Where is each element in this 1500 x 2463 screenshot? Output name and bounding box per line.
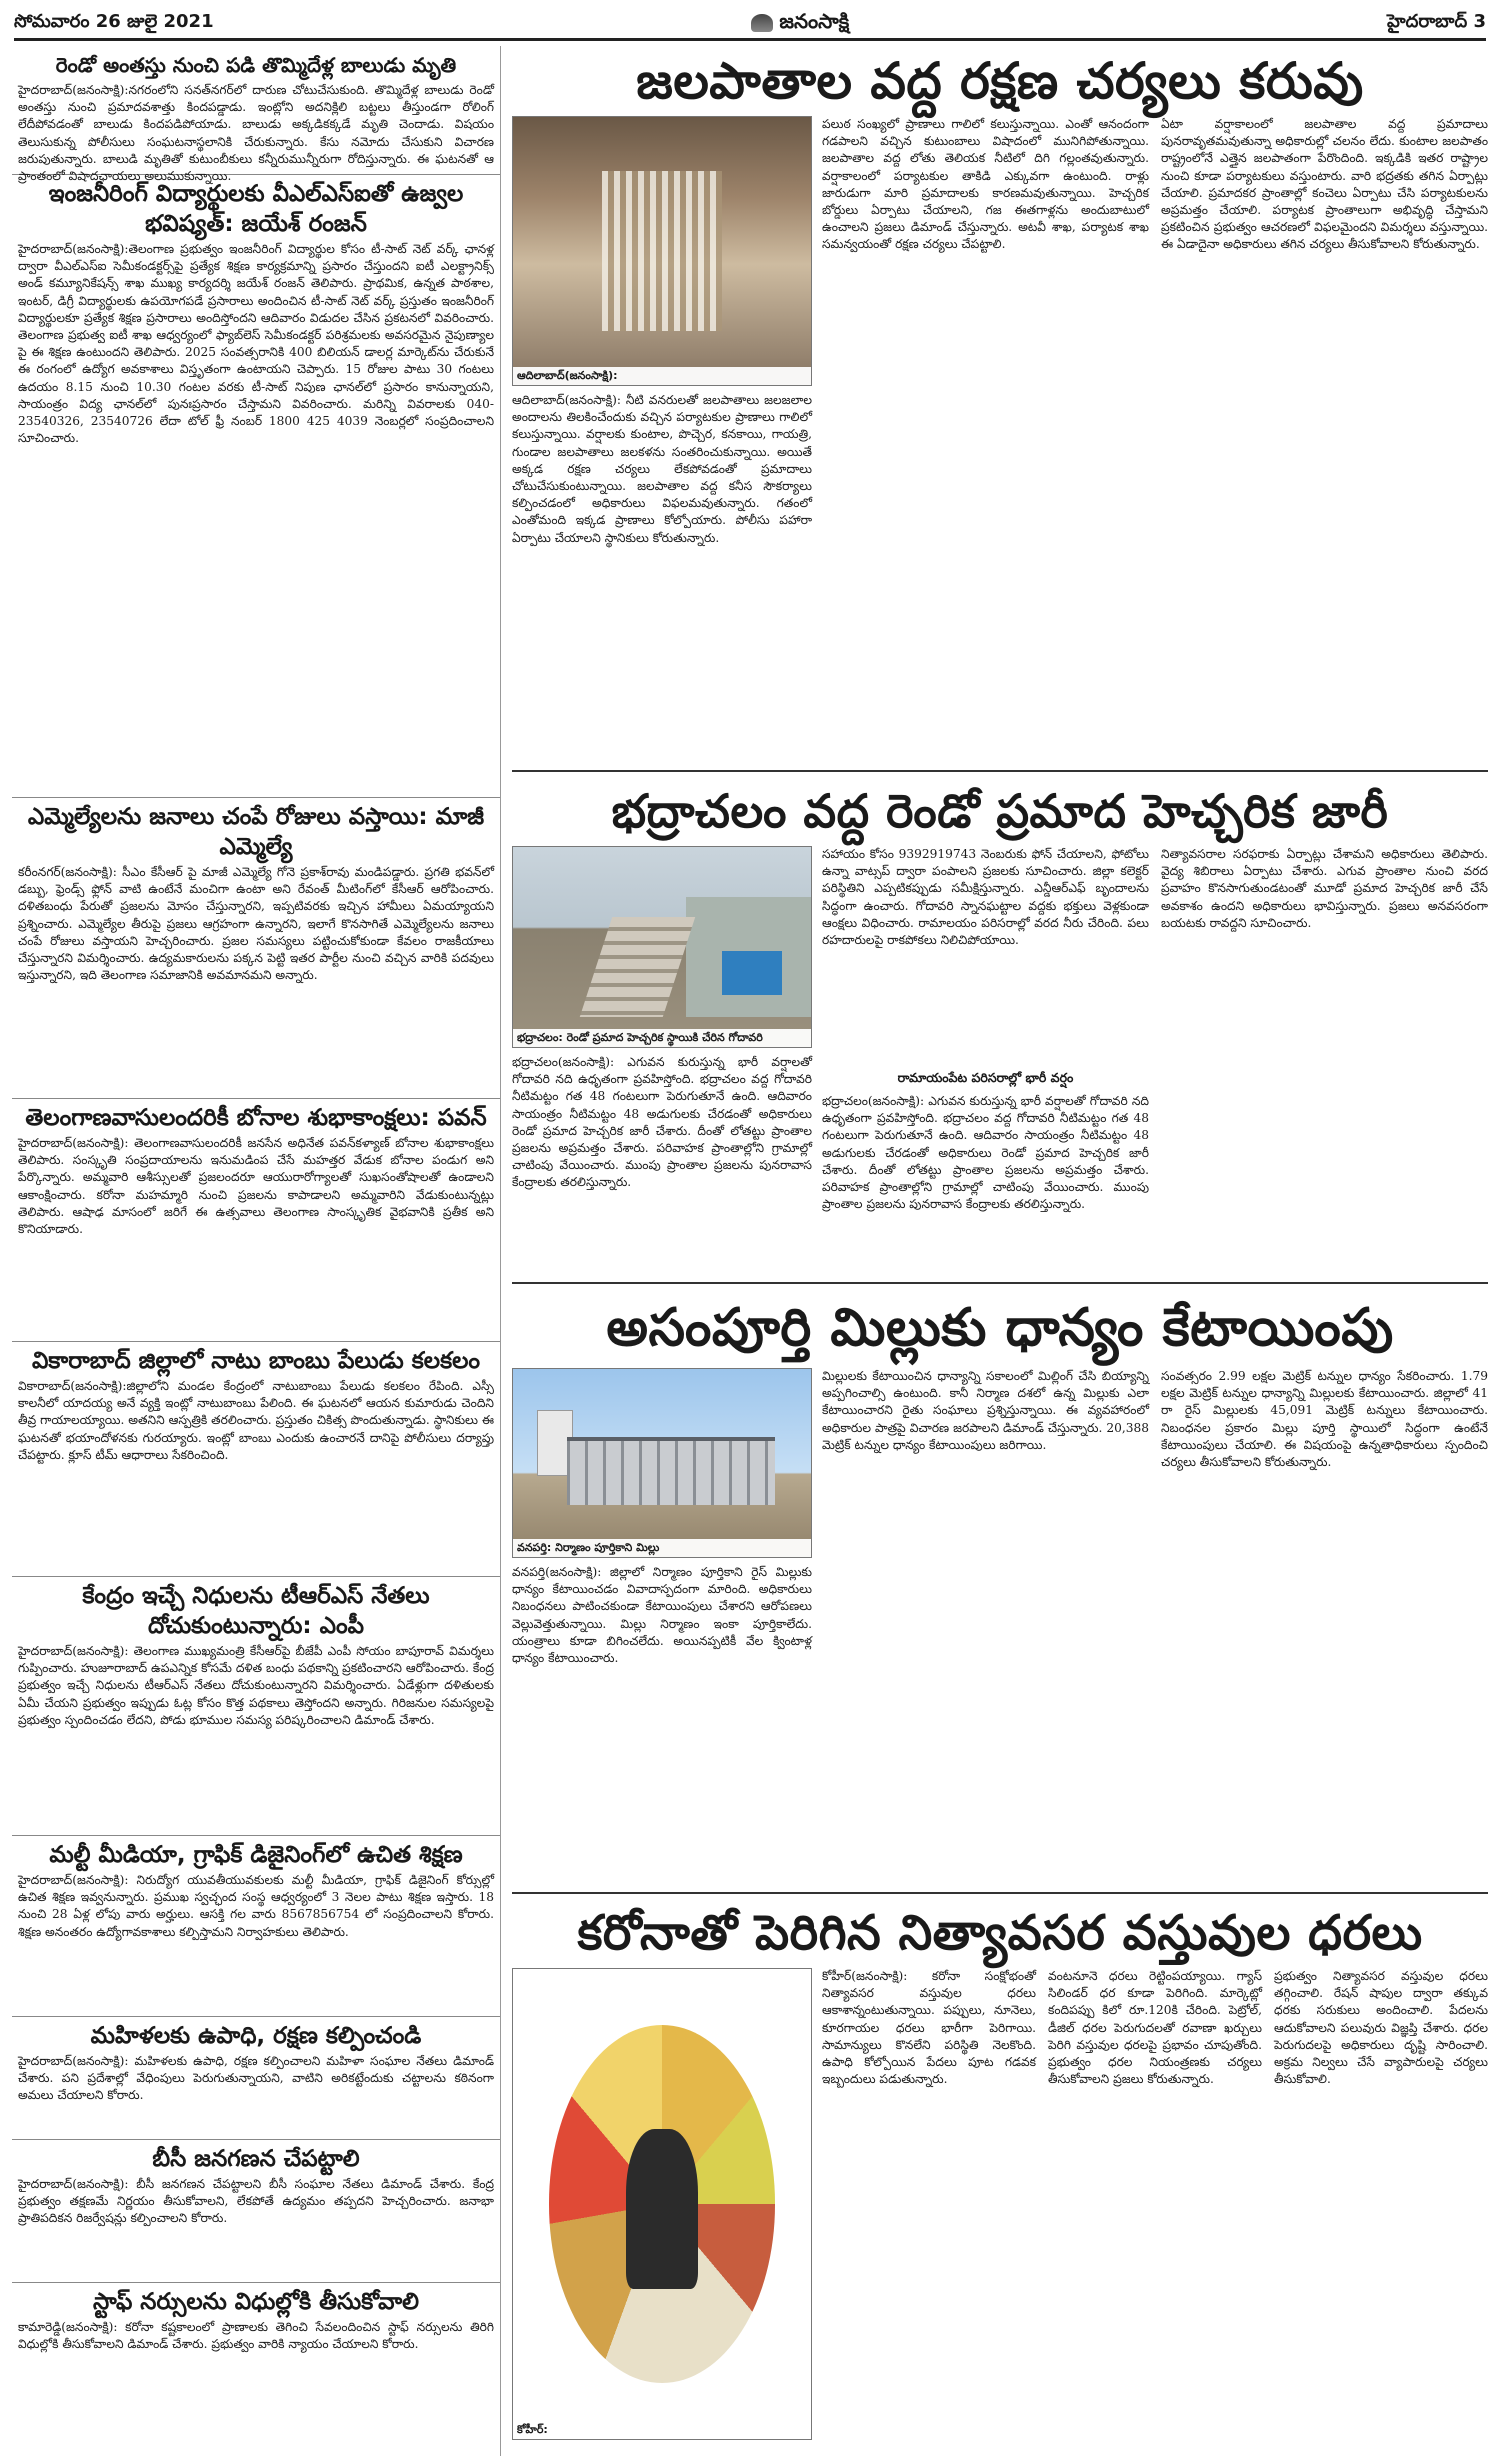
sun-logo-icon xyxy=(751,14,773,32)
story-left-stack xyxy=(512,846,812,1268)
water-tower xyxy=(722,951,782,995)
masthead xyxy=(14,8,1486,41)
edition-info xyxy=(1387,11,1486,36)
second-story xyxy=(512,776,1488,1278)
story-columns xyxy=(822,1968,1488,2440)
article-body: నిత్యావసరాల సరఫరాకు ఏర్పాట్లు చేశామని అధికారులు తెలిపారు. వైద్య శిబిరాలు ఏర్పాటు చేశారు. ఎగువ ప్రాంతాల నుంచి వరద ప్రవాహం కొనసాగుతుండటంతో మూడో ప్రమాద హెచ్చరిక జారీ చేసే అవకాశం ఉందని అధికారులు భావిస్తున్నారు. ప్రజలు అనవసరంగా బయటకు రావద్దని సూచించారు. xyxy=(1161,847,1488,930)
article-headline: స్టాఫ్‌ నర్సులను విధుల్లోకి తీసుకోవాలి xyxy=(92,2289,420,2315)
article xyxy=(12,1099,500,1342)
story-layout xyxy=(512,1968,1488,2440)
article-body: హైదరాబాద్‌(జనంసాక్షి): తెలంగాణ ముఖ్యమంత్రి కేసీఆర్‌పై బీజేపీ ఎంపీ సోయం బాపూరావ్‌ విమర్శలు గుప్పించారు. హుజూరాబాద్‌ ఉపఎన్నిక కోసమే దళిత బంధు పథకాన్ని ప్రకటించారని ఆరోపించారు. కేంద్ర ప్రభుత్వం ఇచ్చే నిధులను టీఆర్‌ఎస్‌ నేతలు దోచుకుంటున్నారని విమర్శించారు. ఏడేళ్లుగా దళితులకు ఏమీ చేయని ప్రభుత్వం ఇప్పుడు ఓట్ల కోసం కొత్త పథకాలు తెస్తోందని అన్నారు. గిరిజనుల సమస్యలపై ప్రభుత్వం స్పందించడం లేదని, పోడు భూముల సమస్య పరిష్కరించాలని డిమాండ్‌ చేశారు. xyxy=(18,1644,494,1727)
article-headline: బీసీ జనగణన చేపట్టాలి xyxy=(152,2146,360,2172)
third-story xyxy=(512,1288,1488,1888)
story-layout xyxy=(512,846,1488,1268)
article-headline: మహిళలకు ఉపాధి, రక్షణ కల్పించండి xyxy=(90,2023,422,2049)
article-headline: రెండో అంతస్తు నుంచి పడి తొమ్మిదేళ్ల బాలుడు మృతి xyxy=(55,53,457,77)
article-body: కోహీర్‌(జనంసాక్షి): కరోనా సంక్షోభంతో నిత్యావసర వస్తువుల ధరలు ఆకాశాన్నంటుతున్నాయి. పప్పులు, నూనెలు, కూరగాయల ధరలు భారీగా పెరిగాయి. సామాన్యులు కొనలేని పరిస్థితి నెలకొంది. ఉపాధి కోల్పోయిన పేదలు పూట గడవక ఇబ్బందులు పడుతున్నారు. xyxy=(822,1969,1036,2087)
section-divider xyxy=(512,770,1488,772)
article-body: వనపర్తి(జనంసాక్షి): జిల్లాలో నిర్మాణం పూర్తికాని రైస్‌ మిల్లుకు ధాన్యం కేటాయించడం వివాదాస్పదంగా మారింది. అధికారులు నిబంధనలు పాటించకుండా కేటాయింపులు చేశారని ఆరోపణలు వెల్లువెత్తుతున్నాయి. మిల్లు నిర్మాణం ఇంకా పూర్తికాలేదు. యంత్రాలు కూడా బిగించలేదు. అయినప్పటికీ వేల క్వింటాళ్ల ధాన్యం కేటాయించారు. xyxy=(512,1565,812,1666)
paper-logo xyxy=(751,9,849,38)
article xyxy=(12,46,500,184)
section-headline: అసంపూర్తి మిల్లుకు ధాన్యం కేటాయింపు xyxy=(606,1298,1394,1358)
article xyxy=(12,2140,500,2283)
article-body: భద్రాచలం(జనంసాక్షి): ఎగువన కురుస్తున్న భారీ వర్షాలతో గోదావరి నది ఉధృతంగా ప్రవహిస్తోంది. భద్రాచలం వద్ద గోదావరి నీటిమట్టం గత 48 గంటలుగా పెరుగుతూనే ఉంది. ఆదివారం సాయంత్రం నీటిమట్టం 48 అడుగులకు చేరడంతో అధికారులు రెండో ప్రమాద హెచ్చరిక జారీ చేశారు. దీంతో లోతట్టు ప్రాంతాల ప్రజలను అప్రమత్తం చేశారు. పరివాహక ప్రాంతాల్లోని గ్రామాల్లో చాటింపు వేయించారు. ముంపు ప్రాంతాల ప్రజలను పునరావాస కేంద్రాలకు తరలిస్తున్నారు. xyxy=(512,1055,812,1190)
water-stream xyxy=(602,171,721,332)
paper-name: జనంసాక్షి xyxy=(779,8,850,33)
left-column xyxy=(12,46,501,2456)
article-body: హైదరాబాద్‌(జనంసాక్షి):నగరంలోని సనత్‌నగర్‌లో దారుణ చోటుచేసుకుంది. తొమ్మిదేళ్ల బాలుడు రెండో అంతస్తు నుంచి ప్రమాదవశాత్తు కిందపడ్డాడు. ఇంట్లోని అదనిక్లిలి బట్టలు తీస్తుండగా రోలింగ్‌ లేదీపోవడంతో బాలుడు కిందపడిపోయాడు. బాలుడు అక్కడికక్కడే మృతి చెందాడు. విషయం తెలుసుకున్న పోలీసులు సంఘటనాస్థలానికి చేరుకున్నారు. కేసు నమోదు చేసుకుని విచారణ జరుపుతున్నారు. బాలుడి మృతితో కుటుంబీకులు కన్నీరుమున్నీరుగా రోదిస్తున్నారు. ఈ ఘటనతో ఆ ప్రాంతంలో విషాదఛాయలు అలుముకున్నాయి. xyxy=(18,83,494,184)
article-body: ప్రభుత్వం నిత్యావసర వస్తువుల ధరలు తగ్గించాలి. రేషన్‌ షాపుల ద్వారా తక్కువ ధరకు సరుకులు అందించాలి. పేదలను ఆదుకోవాలని పలువురు విజ్ఞప్తి చేశారు. ధరల పెరుగుదలపై అధికారులు దృష్టి సారించాలి. అక్రమ నిల్వలు చేసే వ్యాపారులపై చర్యలు తీసుకోవాలి. xyxy=(1274,1969,1488,2087)
article-headline: తెలంగాణవాసులందరికీ బోనాల శుభాకాంక్షలు: పవన్‌ xyxy=(25,1105,487,1131)
dam-photo xyxy=(512,846,812,1048)
fourth-story xyxy=(512,1898,1488,2456)
story-column xyxy=(822,846,1149,1268)
article-body: హైదరాబాద్‌(జనంసాక్షి): మహిళలకు ఉపాధి, రక్షణ కల్పించాలని మహిళా సంఘాల నేతలు డిమాండ్‌ చేశారు. పని ప్రదేశాల్లో వేధింపులు పెరుగుతున్నాయని, వాటిని అరికట్టేందుకు చట్టాలను కఠినంగా అమలు చేయాలని కోరారు. xyxy=(18,2054,494,2103)
section-divider xyxy=(512,1282,1488,1284)
story-layout xyxy=(512,1368,1488,1868)
mill-shed xyxy=(567,1437,776,1505)
photo-caption: వనపర్తి: నిర్మాణం పూర్తికాని మిల్లు xyxy=(513,1539,811,1557)
mill-photo xyxy=(512,1368,812,1558)
article-headline: వికారాబాద్‌ జిల్లాలో నాటు బాంబు పేలుడు కలకలం xyxy=(31,1348,481,1374)
story-columns xyxy=(822,1368,1488,1868)
story-layout xyxy=(512,116,1488,752)
article-headline: మల్టీ మీడియా, గ్రాఫిక్‌ డిజైనింగ్‌లో ఉచిత శిక్షణ xyxy=(49,1842,463,1868)
article xyxy=(12,175,500,798)
story-columns xyxy=(822,846,1488,1268)
section-headline: కరోనాతో పెరిగిన నిత్యావసర వస్తువుల ధరలు xyxy=(577,1905,1423,1961)
story-left-stack xyxy=(512,116,812,752)
article-body: కామారెడ్డి(జనంసాక్షి): కరోనా కష్టకాలంలో ప్రాణాలకు తెగించి సేవలందించిన స్టాఫ్‌ నర్సులను తిరిగి విధుల్లోకి తీసుకోవాలని డిమాండ్‌ చేశారు. ప్రభుత్వం వారికి న్యాయం చేయాలని కోరారు. xyxy=(18,2320,494,2352)
lead-story xyxy=(512,46,1488,766)
article xyxy=(12,1342,500,1577)
article-body: పలుఠ సంఖ్యలో ప్రాణాలు గాలిలో కలుస్తున్నాయి. ఎంతో ఆనందంగా గడపాలని వచ్చిన కుటుంబాలు విషాదంలో మునిగిపోతున్నాయి. జలపాతాల వద్ద లోతు తెలియక నీటిలో దిగి గల్లంతవుతున్నారు. వర్షాకాలంలో పర్యాటకుల తాకిడి ఎక్కువగా ఉంటుంది. రాళ్లు జారుడుగా మారి ప్రమాదాలకు కారణమవుతున్నాయి. హెచ్చరిక బోర్డులు ఏర్పాటు చేయాలని, గజ ఈతగాళ్లను అందుబాటులో ఉంచాలని ప్రజలు డిమాండ్‌ చేస్తున్నారు. అటవీ శాఖ, పర్యాటక శాఖ సమన్వయంతో రక్షణ చర్యలు చేపట్టాలి. xyxy=(822,117,1149,252)
photo-caption: భద్రాచలం: రెండో ప్రమాద హెచ్చరిక స్థాయికి చేరిన గోదావరి xyxy=(513,1029,811,1047)
issue-date: సోమవారం 26 జులై 2021 xyxy=(14,10,214,32)
article xyxy=(12,1836,500,2017)
story-columns xyxy=(822,116,1488,752)
article-body: భద్రాచలం(జనంసాక్షి): ఎగువన కురుస్తున్న భారీ వర్షాలతో గోదావరి నది ఉధృతంగా ప్రవహిస్తోంది. భద్రాచలం వద్ద గోదావరి నీటిమట్టం గత 48 గంటలుగా పెరుగుతూనే ఉంది. ఆదివారం సాయంత్రం నీటిమట్టం 48 అడుగులకు చేరడంతో అధికారులు రెండో ప్రమాద హెచ్చరిక జారీ చేశారు. దీంతో లోతట్టు ప్రాంతాల ప్రజలను అప్రమత్తం చేశారు. పరివాహక ప్రాంతాల్లోని గ్రామాల్లో చాటింపు వేయించారు. ముంపు ప్రాంతాల ప్రజలను పునరావాస కేంద్రాలకు తరలిస్తున్నారు. xyxy=(822,1094,1149,1212)
article-headline: కేంద్రం ఇచ్చే నిధులను టీఆర్‌ఎస్‌ నేతలు దోచుకుంటున్నారు: ఎంపీ xyxy=(82,1583,430,1639)
article xyxy=(12,1577,500,1836)
article-body: సంవత్సరం 2.99 లక్షల మెట్రిక్‌ టన్నుల ధాన్యం సేకరించారు. 1.79 లక్షల మెట్రిక్‌ టన్నుల ధాన్యాన్ని మిల్లులకు కేటాయించారు. జిల్లాలో 41 రా రైస్‌ మిల్లులకు 45,091 మెట్రిక్‌ టన్నులు కేటాయించారు. నిబంధనల ప్రకారం మిల్లు పూర్తి స్థాయిలో సిద్ధంగా ఉంటేనే కేటాయింపులు చేయాలి. ఈ విషయంపై ఉన్నతాధికారులు స్పందించి చర్యలు తీసుకోవాలని కోరుతున్నారు. xyxy=(1161,1369,1488,1470)
article xyxy=(12,798,500,1099)
market-photo xyxy=(512,1968,812,2440)
subheading: రామాయంపేట పరిసరాల్లో భారీ వర్షం xyxy=(897,1070,1074,1085)
article-body: వికారాబాద్‌(జనంసాక్షి):జిల్లాలోని మండల కేంద్రంలో నాటుబాంబు పేలుడు కలకలం రేపింది. ఎస్సీ కాలనీలో యాదయ్య అనే వ్యక్తి ఇంట్లో నాటుబాంబు పేలింది. ఈ ఘటనలో ఆయన కుమారుడు చెందిని తీవ్ర గాయాలయ్యాయి. అతనిని ఆస్పత్రికి తరలించారు. ప్రస్తుతం చికిత్స పొందుతున్నాడు. స్థానికులు ఈ ఘటనతో భయాందోళనకు గురయ్యారు. ఇంట్లో బాంబు ఎందుకు ఉంచారనే దానిపై పోలీసులు దర్యాప్తు చేపట్టారు. క్లూస్‌ టీమ్‌ ఆధారాలు సేకరించింది. xyxy=(18,1379,494,1462)
section-headline: జలపాతాల వద్ద రక్షణ చర్యలు కరువు xyxy=(636,52,1364,110)
article xyxy=(12,2283,500,2413)
photo-caption: ఆదిలాబాద్‌(జనంసాక్షి): xyxy=(513,367,811,385)
photo-caption: కోహీర్‌: xyxy=(513,2421,811,2439)
article-body: వంటనూనె ధరలు రెట్టింపయ్యాయి. గ్యాస్‌ సిలిండర్‌ ధర కూడా పెరిగింది. మార్కెట్లో కందిపప్పు కిలో రూ.120కి చేరింది. పెట్రోల్‌, డీజిల్‌ ధరల పెరుగుదలతో రవాణా ఖర్చులు పెరిగి వస్తువుల ధరలపై ప్రభావం చూపుతోంది. ప్రభుత్వం ధరల నియంత్రణకు చర్యలు తీసుకోవాలని ప్రజలు కోరుతున్నారు. xyxy=(1048,1969,1262,2087)
story-left-stack xyxy=(512,1368,812,1868)
article-body: హైదరాబాద్‌(జనంసాక్షి):తెలంగాణ ప్రభుత్వం ఇంజనీరింగ్‌ విద్యార్థుల కోసం టీ-సాట్‌ నెట్‌ వర్క్‌ ఛానళ్ల ద్వారా వీఎల్‌ఎస్‌ఐ సెమీకండక్టర్స్‌పై ప్రత్యేక శిక్షణ కార్యక్రమాన్ని ప్రసారం చేస్తుందని ఐటీ ఎలక్ట్రానిక్స్‌ అండ్‌ కమ్యూనికేషన్స్‌ శాఖ ముఖ్య కార్యదర్శి జయేశ్‌ రంజన్‌ తెలిపారు. ప్రాథమిక, ఉన్నత పాఠశాల, ఇంటర్‌, డిగ్రీ విద్యార్థులకు ఉపయోగపడే ప్రసారాలు అందించిన టీ-సాట్‌ నెట్‌ వర్క్‌ ప్రస్తుతం ఇంజనీరింగ్‌ విద్యార్థులకూ ప్రత్యేక శిక్షణ ప్రసారాలు అందిస్తోందని ఆదివారం విడుదల చేసిన ప్రకటనలో వివరించారు. తెలంగాణ ప్రభుత్వ ఐటీ శాఖ ఆధ్వర్యంలో ఫ్యాబ్‌లెస్‌ సెమీకండక్టర్‌ పరిశ్రమలకు అవసరమైన నైపుణ్యాల పై ఈ శిక్షణ ఉంటుందని తెలిపారు. 2025 సంవత్సరానికి 400 బిలియన్‌ డాలర్ల మార్కెట్‌ను చేరుకునే ఈ రంగంలో ఉద్యోగ అవకాశాలు విస్తృతంగా ఉంటాయని చెప్పారు. 15 రోజుల పాటు 30 గంటలు ఉదయం 8.15 నుంచి 10.30 గంటల వరకు టీ-సాట్‌ నిపుణ ఛానల్‌లో ప్రసారం కానున్నాయని, సాయంత్రం విద్య ఛానల్‌లో పునఃప్రసారం చేస్తామని వివరించారు. మరిన్ని వివరాలకు 040-23540326, 23540726 లేదా టోల్‌ ఫ్రీ నంబర్‌ 1800 425 4039 నెంబర్లలో సంప్రదించాలని సూచించారు. xyxy=(18,242,494,446)
article-headline: ఇంజనీరింగ్‌ విద్యార్థులకు వీఎల్‌ఎస్‌ఐతో ఉజ్వల భవిష్యత్‌: జయేశ్‌ రంజన్‌ xyxy=(48,181,464,237)
article-body: ఏటా వర్షాకాలంలో జలపాతాల వద్ద ప్రమాదాలు పునరావృతమవుతున్నా అధికారుల్లో చలనం లేదు. కుంటాల జలపాతం రాష్ట్రంలోనే ఎత్తైన జలపాతంగా పేరొందింది. ఇక్కడికి ఇతర రాష్ట్రాల నుంచి కూడా పర్యాటకులు వస్తుంటారు. వారి భద్రతకు తగిన ఏర్పాట్లు చేయాలి. ప్రమాదకర ప్రాంతాల్లో కంచెలు ఏర్పాటు చేసి పర్యాటకులను అప్రమత్తం చేయాలి. పర్యాటక ప్రాంతాలుగా అభివృద్ధి చేస్తామని ప్రకటించిన ప్రభుత్వం ఆచరణలో విఫలమైందని విమర్శలు వస్తున్నాయి. ఈ ఏడాదైనా అధికారులు తగిన చర్యలు తీసుకోవాలని కోరుతున్నారు. xyxy=(1161,117,1488,252)
article-body: హైదరాబాద్‌(జనంసాక్షి): బీసీ జనగణన చేపట్టాలని బీసీ సంఘాల నేతలు డిమాండ్‌ చేశారు. కేంద్ర ప్రభుత్వం తక్షణమే నిర్ణయం తీసుకోవాలని, లేకపోతే ఉద్యమం తప్పదని హెచ్చరించారు. జనాభా ప్రాతిపదికన రిజర్వేషన్లు కల్పించాలని కోరారు. xyxy=(18,2177,494,2226)
section-divider xyxy=(512,1892,1488,1894)
section-headline: భద్రాచలం వద్ద రెండో ప్రమాద హెచ్చరిక జారీ xyxy=(611,784,1389,838)
article-headline: ఎమ్మెల్యేలను జనాలు చంపే రోజులు వస్తాయి: మాజీ ఎమ్మెల్యే xyxy=(27,804,485,860)
page-number: 3 xyxy=(1473,10,1486,32)
article xyxy=(12,2017,500,2140)
article-body: హైదరాబాద్‌(జనంసాక్షి): తెలంగాణవాసులందరికీ జనసేన అధినేత పవన్‌కళ్యాణ్‌ బోనాల శుభాకాంక్షలు తెలిపారు. సంస్కృతి సంప్రదాయాలను ఇనుమడింప చేసే మహత్తర వేడుక బోనాల పండుగ అని పేర్కొన్నారు. అమ్మవారి ఆశీస్సులతో ప్రజలందరూ ఆయురారోగ్యాలతో సుఖసంతోషాలతో ఉండాలని ఆకాంక్షించారు. కరోనా మహమ్మారి నుంచి ప్రజలను కాపాడాలని అమ్మవారిని వేడుకుంటున్నట్లు తెలిపారు. ఆషాఢ మాసంలో జరిగే ఈ ఉత్సవాలు తెలంగాణ సాంస్కృతిక వైభవానికి ప్రతీక అని కొనియాడారు. xyxy=(18,1136,494,1237)
article-body: కరీంనగర్‌(జనంసాక్షి): సీఎం కేసీఆర్‌ పై మాజీ ఎమ్మెల్యే గోనె ప్రకాశ్‌రావు మండిపడ్డారు. ప్రగతి భవన్‌లో డబ్బు, ఫ్రెండ్స్‌ ఫ్లోన్‌ వాటి ఉంటేనే మంచిగా ఉంటా అని రేవంత్‌ మీటింగ్‌లో కేసీఆర్‌ ఆరోపించారు. దళితబంధు పేరుతో ప్రజలను మోసం చేస్తున్నారని, ఇప్పటివరకు ఇచ్చిన హామీలు ఏమయ్యాయని ప్రశ్నించారు. ఎమ్మెల్యేల తీరుపై ప్రజలు ఆగ్రహంగా ఉన్నారని, ఇలాగే కొనసాగితే ఎమ్మెల్యేలను జనాలు చంపే రోజులు వస్తాయని హెచ్చరించారు. ప్రజల సమస్యలు పట్టించుకోకుండా కేవలం రాజకీయాలు చేస్తున్నారని విమర్శించారు. ఉద్యమకారులను పక్కన పెట్టి ఇతర పార్టీల నుంచి వచ్చిన వారికి పదవులు ఇస్తున్నారని, ఇది తెలంగాణ సమాజానికి అవమానమని అన్నారు. xyxy=(18,865,494,983)
person-figure xyxy=(626,2129,698,2289)
waterfall-photo xyxy=(512,116,812,386)
article-body: మిల్లులకు కేటాయించిన ధాన్యాన్ని సకాలంలో మిల్లింగ్‌ చేసి బియ్యాన్ని అప్పగించాల్సి ఉంటుంది. కానీ నిర్మాణ దశలో ఉన్న మిల్లుకు ఎలా కేటాయించారని రైతు సంఘాలు ప్రశ్నిస్తున్నాయి. ఈ వ్యవహారంలో అధికారుల పాత్రపై విచారణ జరపాలని డిమాండ్‌ చేస్తున్నారు. 20,388 మెట్రిక్‌ టన్నుల ధాన్యం కేటాయింపులు జరిగాయి. xyxy=(822,1369,1149,1452)
article-body: ఆదిలాబాద్‌(జనంసాక్షి): నీటి వనరులతో జలపాతాలు జలజలాల అందాలను తిలకించేందుకు వచ్చిన పర్యాటకుల ప్రాణాలు గాలిలో కలుస్తున్నాయి. వర్షాలకు కుంటాల, పొచ్చెర, కనకాయి, గాయత్రి, గుండాల జలపాతాలు జలకళను సంతరించుకున్నాయి. అయితే అక్కడ రక్షణ చర్యలు లేకపోవడంతో ప్రమాదాలు చోటుచేసుకుంటున్నాయి. జలపాతాల వద్ద కనీస సౌకర్యాలు కల్పించడంలో అధికారులు విఫలమవుతున్నారు. గతంలో ఎంతోమంది ఇక్కడ ప్రాణాలు కోల్పోయారు. పోలీసు పహారా ఏర్పాటు చేయాలని స్థానికులు కోరుతున్నారు. xyxy=(512,393,812,545)
article-body: హైదరాబాద్‌(జనంసాక్షి): నిరుద్యోగ యువతీయువకులకు మల్టీ మీడియా, గ్రాఫిక్‌ డిజైనింగ్‌ కోర్సుల్లో ఉచిత శిక్షణ ఇవ్వనున్నారు. ప్రముఖ స్వచ్ఛంద సంస్థ ఆధ్వర్యంలో 3 నెలల పాటు శిక్షణ ఇస్తారు. 18 నుంచి 28 ఏళ్ల లోపు వారు అర్హులు. ఆసక్తి గల వారు 8567856754 లో సంప్రదించాలని కోరారు. శిక్షణ అనంతరం ఉద్యోగావకాశాలు కల్పిస్తామని నిర్వాహకులు తెలిపారు. xyxy=(18,1873,494,1939)
article-body: సహాయం కోసం 9392919743 నెంబరుకు ఫోన్‌ చేయాలని, ఫోటోలు ఉన్నా వాట్సప్‌ ద్వారా పంపాలని ప్రజలకు సూచించారు. జిల్లా కలెక్టర్‌ పరిస్థితిని ఎప్పటికప్పుడు సమీక్షిస్తున్నారు. ఎన్డీఆర్‌ఎఫ్‌ బృందాలను సిద్ధంగా ఉంచారు. గోదావరి స్నానఘట్టాల వద్దకు భక్తులు వెళ్లకుండా ఆంక్షలు విధించారు. రామాలయం పరిసరాల్లో వరద నీరు చేరింది. పలు రహదారులపై రాకపోకలు నిలిచిపోయాయి. xyxy=(822,847,1149,948)
edition-city: హైదరాబాద్ xyxy=(1387,10,1468,32)
